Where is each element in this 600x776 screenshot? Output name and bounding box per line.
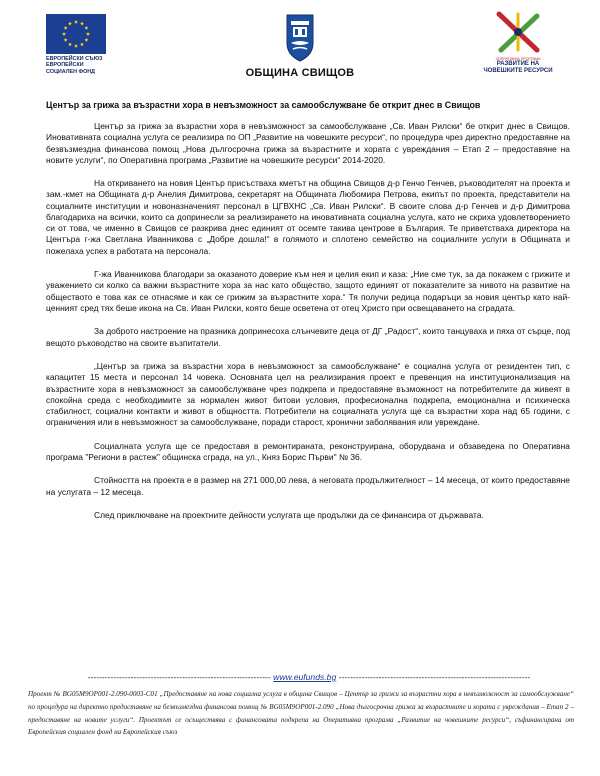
article-title: Център за грижа за възрастни хора в невъзможност за самообслужване бе открит днес в Свищов (46, 100, 481, 110)
paragraph-service-description: „Център за грижа за възрастни хора в невъзможност за самообслужване“ е социална услуга от резидентен тип, с капацитет 15 места и персонал 14 човека. Основната цел на реализирания проект е превенция на институционализация на възрастните хора в невъзможност за самообслужване чрез подкрепа и предоставяне възможност на потребителите да живеят в спокойна среда с необходимите за нормален живот битови условия, професионална подкрепа, емоционална и психическа стабилност, социални контакти и живот в общността. Потребители на социалната услуга ще са възрастни хора над 65 години, с ограничения или в невъзможност за самообслужване, поради старост, хронични заболявания или увреждане. (46, 361, 570, 428)
paragraph-director: Г-жа Иванникова благодари за оказаното доверие към нея и целия екип и каза: „Ние сме тук, за да покажем с грижите и уважението си колко са важни възрастните хора за нас като общество, защото единият от показателите за нивото на развитие на обществото е това как се отнасяме и как се грижим за възрастните хора.“ Тя получи редица подаръци за новия център като най-ценният сред тях беше икона на Св. Иван Рилски, която беше осветена от отец Христо при освещаването на сградата. (46, 269, 570, 313)
article-body (46, 121, 570, 534)
paragraph-opening-ceremony: На откриването на новия Център присъстваха кметът на община Свищов д-р Генчо Генчев, ръководителят на проекта и зам.-кмет на Общината д-р Анелия Димитрова, секретарят на Общината Любомира Петрова, екипът по проекта, представители на социалните институции и новоназначеният персонал в ЦГВХНС „Св. Иван Рилски“. В своите слова д-р Генчев и д-р Димитрова благодариха на всички, които са допринесли за реализирането на иновативната социална услуга, като не скриха удовлетворението си от това, че именно в Свищов се разкрива днес единият от осемте такива центрове в България. Те приветстваха директора на Центъра г-жа Светлана Иванникова с „Добре дошла!“ в голямото и сплотено семейство на социалните услуги в Общината и пожелаха успех в работата на персонала. (46, 178, 570, 256)
paragraph-continuation: След приключване на проектните дейности услугата ще продължи да се финансира от държавата. (94, 510, 484, 521)
hrd-programme-small-text: ОПЕРАТИВНА ПРОГРАМА (495, 57, 541, 61)
hrd-logo-block (478, 10, 558, 75)
footer-separator: ---------------------------------------------------------------- www.eufunds.bg ------------------------------------------------------------------- (87, 672, 531, 682)
paragraph-value: Стойността на проекта е в размер на 271 000,00 лева, а неговата продължителност – 14 месеца, от които предоставяне на услугата – 12 месеца. (46, 475, 570, 497)
page-header (0, 0, 600, 100)
eufunds-link[interactable]: www.eufunds.bg (273, 672, 337, 682)
paragraph-children: За доброто настроение на празника допринесоха слънчевите деца от ДГ „Радост“, които танцуваха и пяха от сърце, под вещото ръководство на своите възпитатели. (46, 326, 570, 348)
footer-project-info: Проект № BG05M9OP001-2.090-0003-C01 „Предоставяне на нова социална услуга в община Свищов – Център за грижи за възрастни хора в невъзможност за самообслужване“ по процедура на директно предоставяне на безвъзмездна финансова помощ № BG05M9OP001-2.090 „Нова дългосрочна грижа за възрастните и хората с увреждания – Етап 2 – предоставяне на новите услуги“. Проектът се осъществява с финансовата подкрепа на Оперативна програма „Развитие на човешките ресурси“, съфинансирана от Европейския социален фонд на Европейския съюз (28, 690, 574, 737)
paragraph-building: Социалната услуга ще се предоставя в ремонтираната, реконструирана, оборудвана и обзаведена по Оперативна програма "Региони в растеж" общинска сграда, на ул., Княз Борис Първи" № 36. (46, 440, 570, 462)
hrd-programme-logo-icon (493, 10, 543, 56)
municipality-name: ОБЩИНА СВИЩОВ (245, 67, 355, 79)
eu-logo-block (46, 14, 116, 75)
eu-flag-icon (46, 14, 106, 54)
paragraph-opening: Център за грижа за възрастни хора в невъзможност за самообслужване „Св. Иван Рилски“ бе открит днес в Свищов. Иновативната социална услуга се реализира по ОП „Развитие на човешките ресурси“, по процедура чрез директно предоставяне на безвъзмездна финансова помощ „Нова дългосрочна грижа за възрастните и хората с увреждания – Етап 2 – предоставяне на новите услуги“, по Оперативна програма „Развитие на човешките ресурси“ 2014-2020. (46, 121, 570, 165)
municipality-crest-icon (283, 13, 317, 63)
municipality-logo-block (230, 13, 370, 79)
eu-caption: ЕВРОПЕЙСКИ СЪЮЗ ЕВРОПЕЙСКИ СОЦИАЛЕН ФОНД (46, 56, 103, 75)
hrd-caption: РАЗВИТИЕ НА ЧОВЕШКИТЕ РЕСУРСИ (483, 61, 553, 74)
